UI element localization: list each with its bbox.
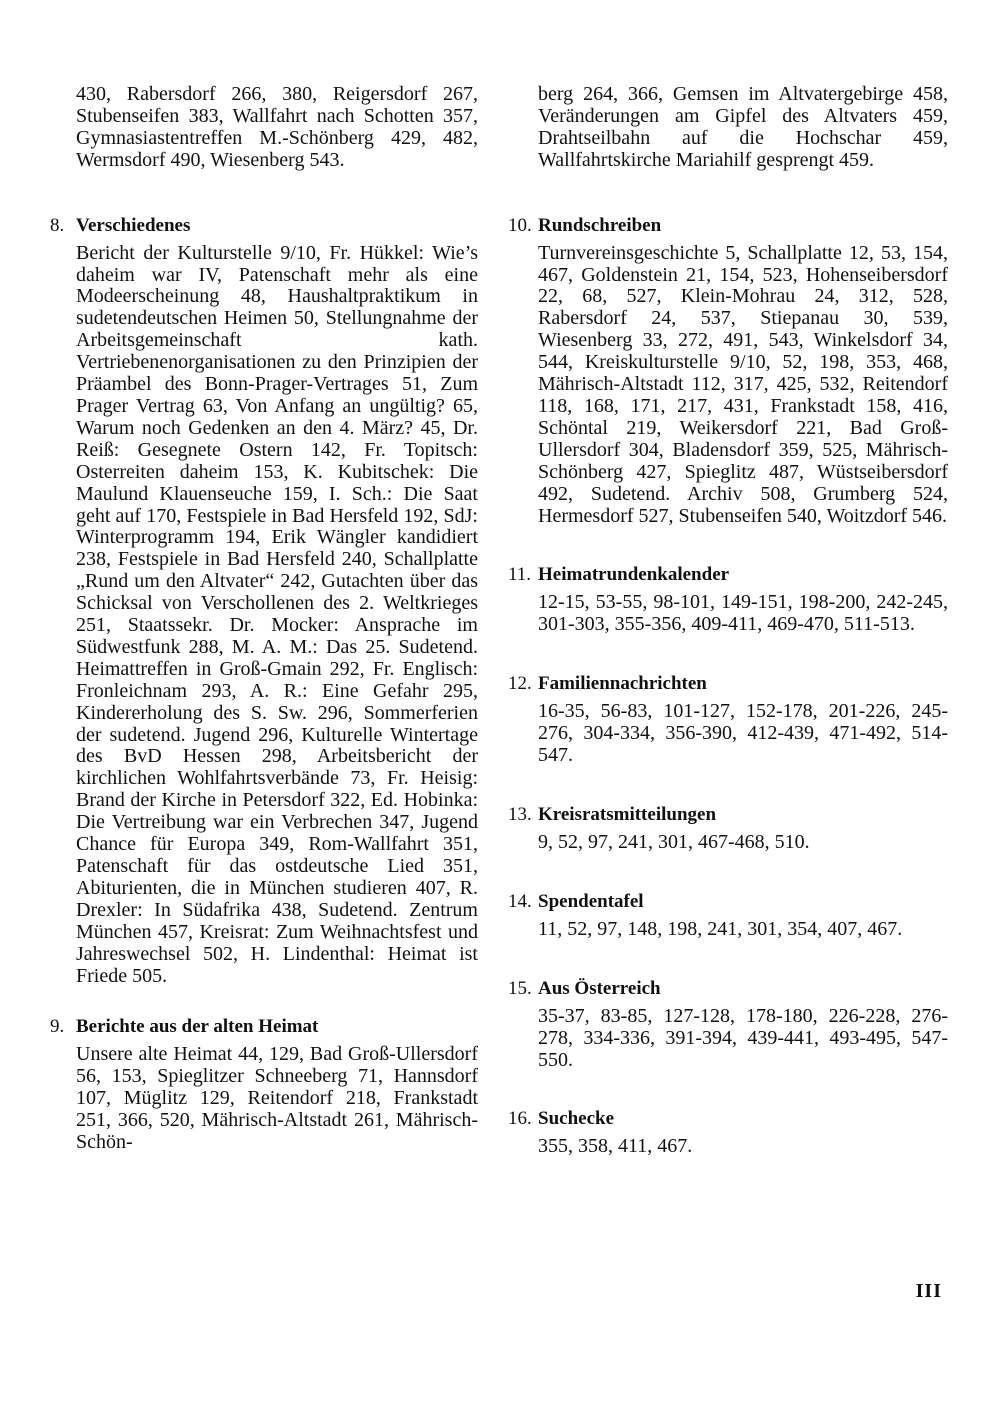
section-title: Suchecke — [538, 1108, 614, 1130]
section-title: Heimatrundenkalender — [538, 564, 730, 586]
section-heading — [508, 214, 948, 238]
section-body: 11, 52, 97, 148, 198, 241, 301, 354, 407, 467. — [538, 917, 903, 940]
section-11 — [508, 563, 948, 636]
section-title: Rundschreiben — [538, 214, 662, 236]
section-heading — [50, 1015, 478, 1039]
section-number: 12. — [508, 673, 532, 695]
section-title: Verschiedenes — [76, 214, 191, 236]
section-13 — [508, 803, 948, 854]
section-body: Unsere alte Heimat 44, 129, Bad Groß-Ullersdorf 56, 153, Spieglitzer Schneeberg 71, Hannsdorf 107, Müglitz 129, Reitendorf 218, Frankstadt 251, 366, 520, Mährisch-Altstadt 261, Mährisch-Schön- — [76, 1043, 478, 1154]
section-12 — [508, 672, 948, 767]
section-title: Kreisratsmitteilungen — [538, 803, 717, 825]
section-number: 11. — [508, 564, 532, 586]
section-title: Berichte aus der alten Heimat — [76, 1016, 319, 1038]
page-number: III — [915, 1280, 942, 1302]
section-10 — [508, 214, 948, 528]
section-heading — [508, 563, 948, 587]
section-number: 14. — [508, 890, 532, 912]
section-number: 13. — [508, 803, 532, 825]
section-title: Familiennachrichten — [538, 673, 707, 695]
section-body: 9, 52, 97, 241, 301, 467-468, 510. — [538, 830, 810, 853]
section-heading — [508, 672, 948, 696]
section-number: 10. — [508, 214, 532, 236]
section-heading — [508, 977, 948, 1001]
left-column — [50, 84, 478, 1154]
section-heading — [508, 803, 948, 827]
section-body: Turnvereinsgeschichte 5, Schallplatte 12, 53, 154, 467, Goldenstein 21, 154, 523, Hohenseibersdorf 22, 68, 527, Klein-Mohrau 24, 312, 528, Rabersdorf 24, 537, Stiepanau 30, 539, Wiesenberg 33, 272, 491, 543, Winkelsdorf 34, 544, Kreiskulturstelle 9/10, 52, 198, 353, 468, Mährisch-Altstadt 112, 317, 425, 532, Reitendorf 118, 168, 171, 217, 431, Frankstadt 158, 416, Schöntal 219, Weikersdorf 221, Bad Groß-Ullersdorf 304, Bladensdorf 359, 525, Mährisch-Schönberg 427, Spieglitz 487, Wüstseibersdorf 492, Sudetend. Archiv 508, Grumberg 524, Hermesdorf 527, Stubenseifen 540, Woitzdorf 546. — [538, 241, 948, 527]
section-title: Spendentafel — [538, 890, 644, 912]
section-body: 355, 358, 411, 467. — [538, 1135, 693, 1158]
section-number: 16. — [508, 1108, 532, 1130]
section-title: Aus Österreich — [538, 977, 661, 999]
section-heading — [508, 890, 948, 914]
section-heading — [50, 214, 478, 238]
section-body: 12-15, 53-55, 98-101, 149-151, 198-200, 242-245, 301-303, 355-356, 409-411, 469-470, 511-513. — [538, 591, 948, 636]
right-continuation-text: berg 264, 366, Gemsen im Altvatergebirge 458, Veränderungen am Gipfel des Altvaters 459, Drahtseilbahn auf die Hochschar 459, Wallfahrtskirche Mariahilf gesprengt 459. — [538, 83, 948, 171]
section-number: 15. — [508, 977, 532, 999]
section-number: 9. — [50, 1016, 65, 1038]
left-continuation-text: 430, Rabersdorf 266, 380, Reigersdorf 267, Stubenseifen 383, Wallfahrt nach Schotten 357, Gymnasiastentreffen M.-Schönberg 429, 482, Wermsdorf 490, Wiesenberg 543. — [76, 83, 478, 171]
section-heading — [508, 1107, 948, 1131]
section-body: 35-37, 83-85, 127-128, 178-180, 226-228, 276-278, 334-336, 391-394, 439-441, 493-495, 547-550. — [538, 1004, 948, 1071]
section-15 — [508, 977, 948, 1072]
section-body: Bericht der Kulturstelle 9/10, Fr. Hükkel: Wie’s daheim war IV, Patenschaft mehr als eine Modeerscheinung 48, Haushaltpraktikum in sudetendeutschen Heimen 50, Stellungnahme der Arbeitsgemeinschaft kath. Vertriebenenorganisationen zu den Prinzipien der Präambel des Bonn-Prager-Vertrages 51, Zum Prager Vertrag 63, Von Anfang an ungültig? 65, Warum noch Gedenken an den 4. März? 45, Dr. Reiß: Gesegnete Ostern 142, Fr. Topitsch: Osterreiten daheim 153, K. Kubitschek: Die Maulund Klauenseuche 159, I. Sch.: Die Saat geht auf 170, Festspiele in Bad Hersfeld 192, SdJ: Winterprogramm 194, Erik Wängler kandidiert 238, Festspiele in Bad Hersfeld 240, Schallplatte „Rund um den Altvater“ 242, Gutachten über das Schicksal von Verschollenen des 2. Weltkrieges 251, Staatssekr. Dr. Mocker: Ansprache im Südwestfunk 288, M. A. M.: Das 25. Sudetend. Heimattreffen in Groß-Gmain 292, Fr. Englisch: Fronleichnam 293, A. R.: Eine Gefahr 295, Kindererholung des S. Sw. 296, Sommerferien der sudetend. Jugend 296, Kulturelle Wintertage des BvD Hessen 298, Arbeitsbericht der kirchlichen Wohlfahrtsverbände 73, Fr. Heisig: Brand der Kirche in Petersdorf 322, Ed. Hobinka: Die Vertreibung war ein Verbrechen 347, Jugend Chance für Europa 349, Rom-Wallfahrt 351, Patenschaft für das ostdeutsche Lied 351, Abiturienten, die in München studieren 407, R. Drexler: In Südafrika 438, Sudetend. Zentrum München 457, Kreisrat: Zum Weihnachtsfest und Jahreswechsel 502, H. Lindenthal: Heimat ist Friede 505. — [76, 241, 478, 987]
section-number: 8. — [50, 214, 65, 236]
section-14 — [508, 890, 948, 941]
right-column — [508, 84, 948, 1158]
section-body: 16-35, 56-83, 101-127, 152-178, 201-226, 245-276, 304-334, 356-390, 412-439, 471-492, 514-547. — [538, 700, 948, 767]
section-9 — [50, 1015, 478, 1154]
section-16 — [508, 1107, 948, 1158]
section-8 — [50, 214, 478, 988]
